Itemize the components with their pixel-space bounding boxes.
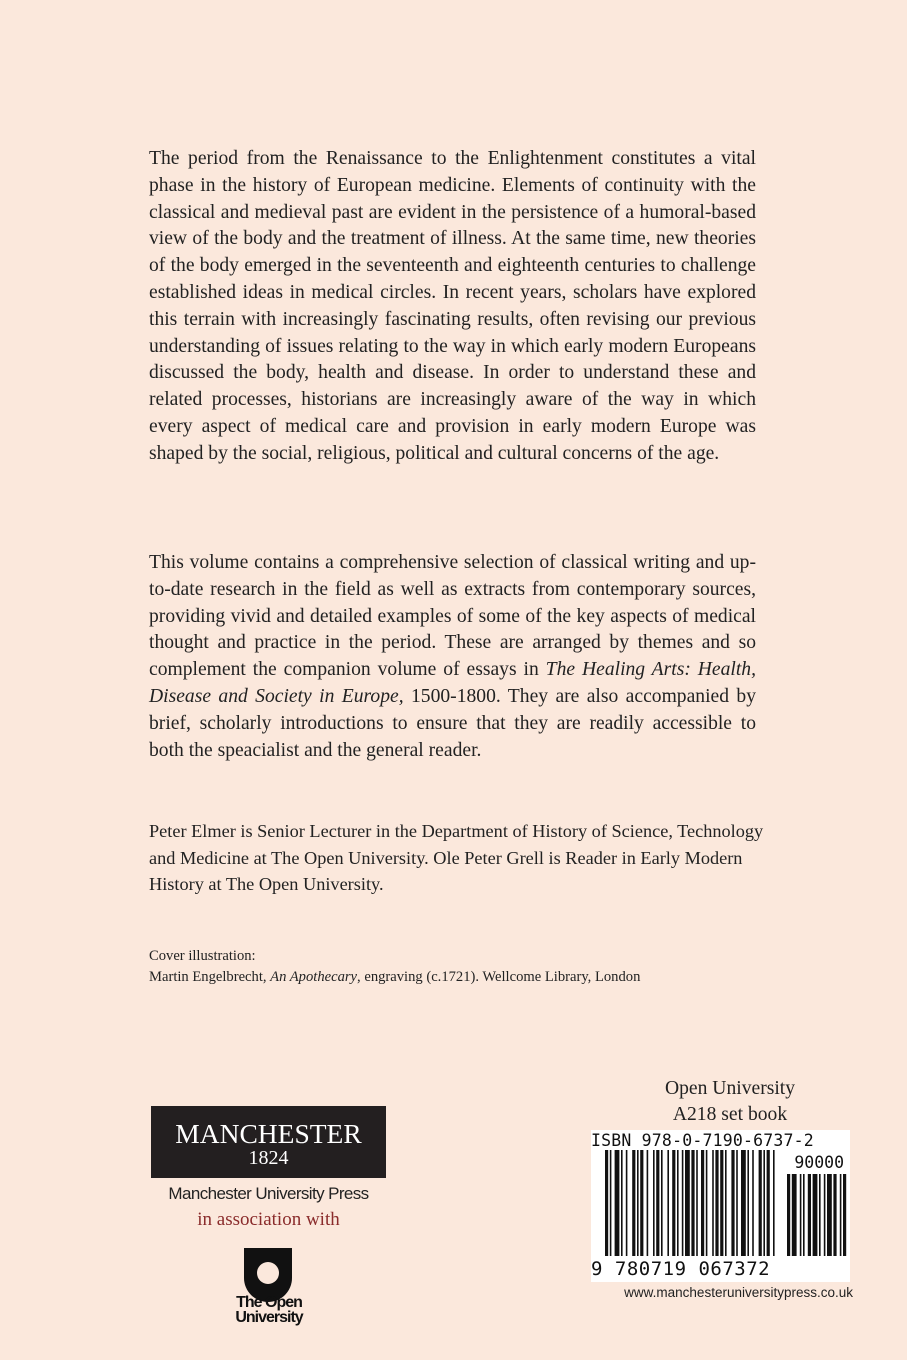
- cover-credit-heading: Cover illustration:: [149, 948, 256, 964]
- open-university-wordmark: The Open University: [235, 1294, 303, 1326]
- isbn-number: ISBN 978-0-7190-6737-2: [591, 1131, 814, 1150]
- set-book-label: Open University A218 set book: [664, 1078, 796, 1125]
- logo-wordmark: MANCHESTER: [175, 1118, 362, 1149]
- logo-year: 1824: [248, 1147, 289, 1169]
- paragraph-2-text: This volume contains a comprehensive selection of classical writing and up-to-date research in the field as well as extracts from contemporary sources, providing vivid and detailed examples of some of the key aspects of medical thought and practice in the period. These are arranged by themes and so complement the companion volume of essays in: [149, 552, 756, 681]
- cover-credit-details: Martin Engelbrecht, An Apothecary, engraving (c.1721). Wellcome Library, London: [149, 968, 641, 985]
- author-bio: Peter Elmer is Senior Lecturer in the Department of History of Science, Technology and Medicine at The Open University. Ole Peter Grell is Reader in Early Modern History at The Open University.: [149, 821, 764, 894]
- association-text: in association with: [197, 1209, 340, 1230]
- barcode-panel: [591, 1130, 850, 1282]
- barcode-digits: 9 780719 067372: [591, 1258, 771, 1280]
- cover-credit: [149, 946, 640, 987]
- companion-volume-title: The Healing Arts: Health, Disease and Society in Europe,: [149, 659, 756, 707]
- price-code: 90000: [794, 1153, 844, 1172]
- paragraph-2-text-end: 1500-1800. They are also accompanied by brief, scholarly introductions to ensure that they are readily accessible to both the speacialist and the general reader.: [149, 685, 757, 761]
- press-name: Manchester University Press: [168, 1184, 369, 1203]
- publisher-website: www.manchesteruniversitypress.co.uk: [624, 1285, 853, 1300]
- blurb-paragraph-1: The period from the Renaissance to the Enlightenment constitutes a vital phase in the history of European medicine. Elements of continuity with the classical and medieval past are evident in the persistence of a humoral-based view of the body and the treatment of illness. At the same time, new theories of the body emerged in the seventeenth and eighteenth centuries to challenge established ideas in medical circles. In recent years, scholars have explored this terrain with increasingly fascinating results, often revising our previous understanding of issues relating to the way in which early modern Europeans discussed the body, health and disease. In order to understand these and related processes, historians are increasingly aware of the way in which every aspect of medical care and provision in early modern Europe was shaped by the social, religious, political and cultural concerns of the age.: [149, 148, 756, 464]
- manchester-logo: [151, 1106, 386, 1178]
- blurb-paragraph-2: [149, 550, 756, 764]
- artwork-title: An Apothecary: [270, 968, 358, 985]
